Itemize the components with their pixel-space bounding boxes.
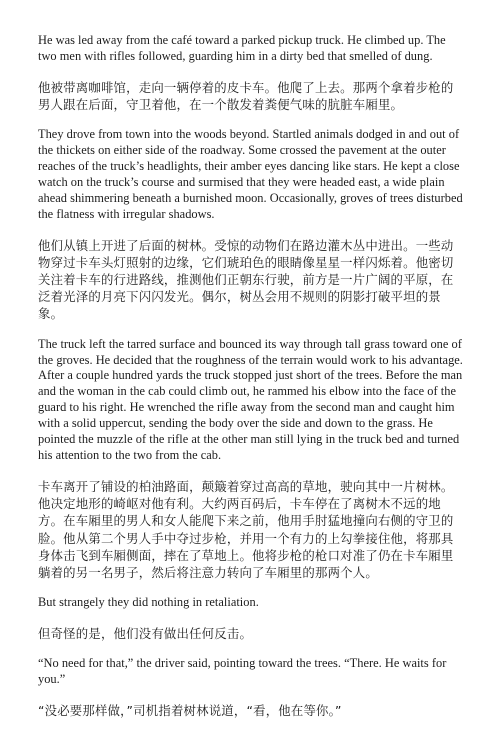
paragraph-zh-1: 他被带离咖啡馆，走向一辆停着的皮卡车。他爬了上去。那两个拿着步枪的男人跟在后面，守卫着他，在一个散发着粪便气味的肮脏车厢里。 — [38, 79, 454, 113]
document-page — [38, 33, 466, 733]
paragraph-en-3: The truck left the tarred surface and bounced its way through tall grass toward one of the groves. He decided that the roughness of the terrain would work to his advantage. After a couple hundred yards the truck stopped just short of the trees. Before the man and the woman in the cab could climb out, he rammed his elbow into the face of the guard to his right. He wrenched the rifle away from the second man and caught him with a solid uppercut, sending the body over the side and down to the grass. He pointed the muzzle of the rifle at the other man still lying in the truck bed and turned his attention to the two from the cab. — [38, 336, 463, 463]
paragraph-en-2: They drove from town into the woods beyond. Startled animals dodged in and out of the thickets on either side of the roadway. Some crossed the pavement at the outer reaches of the truck’s headlights, their amber eyes dancing like stars. He kept a close watch on the truck’s course and surmised that they were headed east, a wide plain ahead shimmering beneath a burnished moon. Occasionally, groves of trees disturbed the flatness with irregular shadows. — [38, 127, 463, 221]
paragraph-zh-3: 卡车离开了铺设的柏油路面，颠簸着穿过高高的草地，驶向其中一片树林。他决定地形的崎岖对他有利。大约两百码后，卡车停在了离树木不远的地方。在车厢里的男人和女人能爬下来之前，他用手肘猛地撞向右侧的守卫的脸。他从第二个男人手中夺过步枪，并用一个有力的上勾拳接住他，将那具身体击飞到车厢侧面，摔在了草地上。他将步枪的枪口对准了仍在卡车厢里躺着的另一名男子，然后将注意力转向了车厢里的那两个人。 — [38, 478, 454, 580]
paragraph-zh-4: 但奇怪的是，他们没有做出任何反击。 — [38, 626, 253, 642]
paragraph-en-5: “No need for that,” the driver said, pointing toward the trees. “There. He waits for you.” — [38, 656, 447, 687]
paragraph-en-4: But strangely they did nothing in retaliation. — [38, 595, 259, 610]
paragraph-zh-5: “没必要那样做，”司机指着树林说道，“看，他在等你。” — [38, 703, 342, 719]
paragraph-zh-2: 他们从镇上开进了后面的树林。受惊的动物们在路边灌木丛中进出。一些动物穿过卡车头灯照射的边缘，它们琥珀色的眼睛像星星一样闪烁着。他密切关注着卡车的行进路线，推测他们正朝东行驶，前方是一片广阔的平原，在泛着光泽的月亮下闪闪发光。偶尔，树丛会用不规则的阴影打破平坦的景象。 — [38, 237, 454, 322]
paragraph-en-1: He was led away from the café toward a parked pickup truck. He climbed up. The two men with rifles followed, guarding him in a dirty bed that smelled of dung. — [38, 33, 446, 63]
